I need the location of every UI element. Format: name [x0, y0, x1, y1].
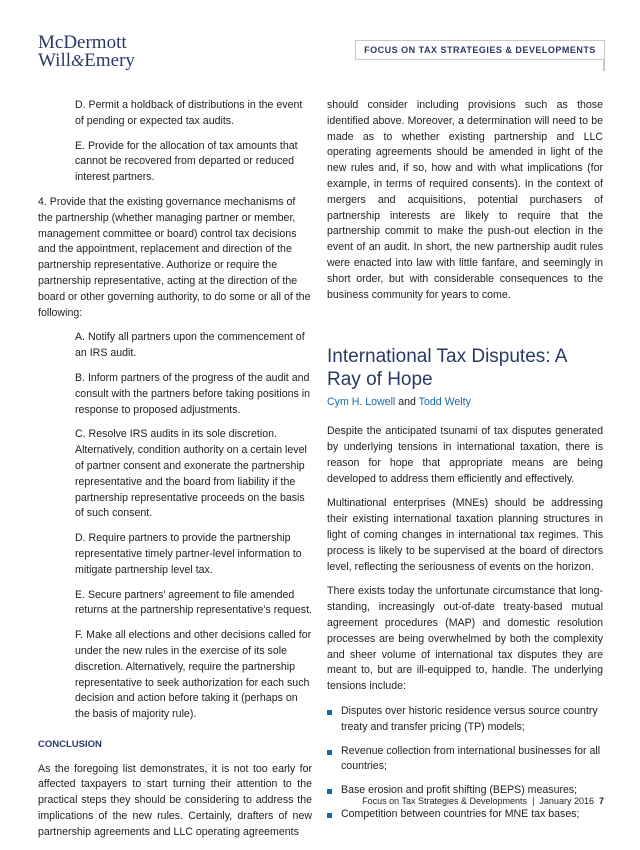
square-bullet-icon — [327, 789, 332, 794]
footer-separator: | — [532, 796, 535, 806]
sub-item-b: B. Inform partners of the progress of the audit and consult with the partners before taking positions in response to proposed adjustments. — [75, 371, 310, 416]
list-item: Competition between countries for MNE tax bases; — [327, 807, 603, 823]
sub-item-d: D. Require partners to provide the partnership representative timely partner-level information to mitigate partnership level tax. — [75, 532, 302, 576]
author-link-lowell[interactable]: Cym H. Lowell — [327, 396, 396, 409]
logo-line-1: McDermott — [38, 32, 127, 53]
article-title: International Tax Disputes: A Ray of Hope — [327, 346, 567, 391]
conclusion-text: As the foregoing list demonstrates, it is not too early for affected taxpayers to start turning their attention to the practical steps they should be considering to address the implications of the new rules. Certainly, drafters of new partnership agreements and LLC operating agreements — [38, 762, 312, 838]
banner-accent — [603, 59, 605, 71]
footer-date: January 2016 — [539, 796, 594, 806]
sub-item-c: C. Resolve IRS audits in its sole discretion. Alternatively, condition authority on a certain level of partner consent and exonerate the partnership representative and the board from liability if the partnership representative proceeds on the basis of such consent. — [75, 428, 307, 520]
right-column — [327, 98, 603, 831]
list-item: Disputes over historic residence versus source country treaty and transfer pricing (TP) models; — [327, 704, 603, 736]
mcdermott-logo — [38, 34, 135, 70]
article-paragraph-1: Despite the anticipated tsunami of tax disputes generated by underlying tensions in international taxation, there is reason for hope that appropriate means are being developed to address them efficiently and effectively. — [327, 425, 603, 485]
square-bullet-icon — [327, 710, 332, 715]
banner-text: FOCUS ON TAX STRATEGIES & DEVELOPMENTS — [364, 45, 596, 55]
item-e-allocation: E. Provide for the allocation of tax amounts that cannot be recovered from departed or reduced interest partners. — [75, 139, 298, 184]
article-paragraph-3: There exists today the unfortunate circumstance that long-standing, increasingly out-of-date treaty-based mutual agreement procedures (MAP) and domestic resolution processes are being overwhelmed by both the complexity and sheer volume of international tax disputes they are meant to, but are ill-equipped to, handle. The underlying tensions include: — [327, 585, 603, 693]
page-footer — [362, 796, 604, 806]
continuation-paragraph: should consider including provisions such as those identified above. Moreover, a determination will need to be made as to whether existing partnership and LLC operating agreements should be amended in light of the new rules and, if so, how and with what implications (for example, in terms of required consents). In the context of mergers and acquisitions, potential purchasers of partnership interests are likely to require that the partnership commit to make the push-out election in the event of an audit. In short, the new partnership audit rules were enacted into law with little fanfare, and seemingly in short order, but with considerable consequences to the business community for years to come. — [327, 99, 603, 301]
left-column — [38, 98, 312, 850]
sub-item-a: A. Notify all partners upon the commencement of an IRS audit. — [75, 331, 305, 360]
article-paragraph-2: Multinational enterprises (MNEs) should be addressing their existing international taxation planning structures in light of coming changes in international tax regimes. This process is likely to be supervised at the board of directors level, reflecting the seriousness of events on the horizon. — [327, 497, 603, 573]
governance-point-4: 4. Provide that the existing governance mechanisms of the partnership (whether managing partner or member, management committee or board) control tax decisions and the appointment, replacement and direction of the partnership representative. Authorize or require the partnership representative, acting at the direction of the board or other governing authority, to do some or all of the following: — [38, 195, 311, 319]
page-number: 7 — [598, 796, 604, 806]
list-item: Revenue collection from international businesses for all countries; — [327, 744, 603, 776]
sub-item-f: F. Make all elections and other decisions called for under the new rules in the exercise of its sole discretion. Alternatively, require the partnership representative to seek authorization for each such decision and action before taking it (perhaps on the basis of majority rule). — [75, 629, 312, 721]
square-bullet-icon — [327, 750, 332, 755]
conclusion-heading: CONCLUSION — [38, 738, 102, 750]
logo-line-2: Will&Emery — [38, 50, 135, 71]
publication-banner — [355, 40, 605, 60]
author-link-welty[interactable]: Todd Welty — [418, 396, 471, 409]
item-d-holdback: D. Permit a holdback of distributions in the event of pending or expected tax audits. — [75, 99, 303, 127]
square-bullet-icon — [327, 813, 332, 818]
list-item: Base erosion and profit shifting (BEPS) measures; — [327, 783, 603, 799]
footer-publication: Focus on Tax Strategies & Developments — [362, 796, 528, 806]
sub-item-e: E. Secure partners' agreement to file amended returns at the partnership representative's request. — [75, 588, 312, 617]
author-separator: and — [395, 396, 419, 409]
article-authors — [327, 395, 603, 411]
